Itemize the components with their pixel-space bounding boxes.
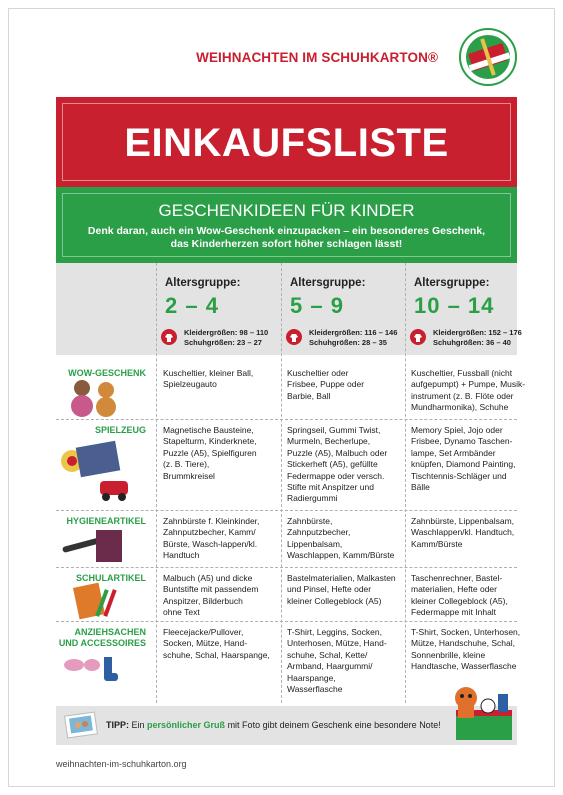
teddy-bears-icon [64,378,124,423]
item-line: Brummkreisel [163,470,215,481]
item-line: schuhe, Schal, Haarspange, [163,649,270,660]
table-row [56,623,521,703]
item-line: instrument (z. B. Flöte oder [411,390,514,401]
item-line: Frisbee, Dynamo Taschen- [411,436,513,447]
item-line: Anspitzer, Bilderbuch [163,595,243,606]
shoe-sizes: Schuhgrößen: 28 – 35 [309,338,387,347]
item-line: und Pinsel, Hefte oder [287,584,372,595]
intro-line-1: Denk daran, auch ein Wow-Geschenk einzupacken – ein besonderes Geschenk, [87,225,486,237]
item-line: Zahnbürste f. Kleinkinder, [163,516,260,526]
table-row [56,512,517,567]
item-line: Armband, Haargummi/ [287,661,373,672]
item-cell [163,516,259,562]
item-cell [287,627,387,695]
item-line: Malbuch (A5) und dicke [163,573,253,583]
item-cell [163,573,258,619]
item-cell [287,516,394,562]
item-line: Puzzle (A5), Spielfiguren [163,447,257,458]
column-divider [405,263,406,703]
row-divider [56,419,517,420]
item-line: Sonnenbrille, kleine [411,649,486,660]
item-line: lampe, Set Armbänder [411,447,496,458]
subtitle-banner [56,187,517,263]
size-badge-icon [285,328,303,346]
brand-header [9,9,556,99]
tip-box [56,706,517,745]
school-supplies-icon [70,581,126,626]
brand-name: WEIHNACHTEN IM SCHUHKARTON® [196,50,438,65]
clothing-sizes: Kleidergrößen: 116 – 146 [309,328,398,337]
item-line: Bürste, Wasch-lappen/kl. [163,538,258,549]
item-line: Waschlappen, Kamm/Bürste [287,550,395,561]
age-group-header [56,263,522,355]
table-row [56,421,517,510]
category-label: HYGIENEARTIKEL [66,516,146,526]
item-line: Federmappe mit Inhalt [411,607,497,618]
item-line: Zahnbürste, Lippenbalsam, [411,516,515,526]
age-group-range: 10 – 14 [414,293,495,318]
item-line: Memory Spiel, Jojo oder [411,425,503,435]
wow-highlight: Wow-Geschenk [196,225,275,237]
item-line: knüpfen, Diamond Painting, [411,459,516,470]
table-row [56,569,517,621]
item-line: T-Shirt, Socken, Unterhosen, [411,627,521,637]
item-line: Radiergummi [287,493,338,504]
item-line: Stifte mit Anspitzer und [287,482,374,493]
item-line: Lippenbalsam, [287,538,343,549]
item-line: Socken, Mütze, Hand- [163,638,248,649]
page [8,8,555,787]
clothing-sizes: Kleidergrößen: 98 – 110 [184,328,269,337]
item-cell [411,425,515,493]
item-line: schuhe, Schal, Kette/ [287,649,368,660]
item-cell [411,516,514,550]
age-group-label: Altersgruppe: [165,277,241,289]
item-line: Zahnputzbecher, Kamm/ [163,527,256,538]
page-subtitle: GESCHENKIDEEN FÜR KINDER [158,201,415,220]
toys-icon [58,439,136,514]
item-cell [411,627,520,673]
item-line: Mütze, Handschuhe, Schal, [411,638,515,649]
page-title: EINKAUFSLISTE [124,121,449,165]
age-group-range: 5 – 9 [290,293,344,318]
category-label: WOW-GESCHENK [68,368,146,378]
item-line: (z. B. Tiere), [163,459,210,470]
item-cell [287,573,396,607]
item-line: Kuscheltier, kleiner Ball, [163,368,254,378]
age-group-sizes [433,328,522,348]
item-line: Kuscheltier, Fussball (nicht [411,368,513,378]
shoe-sizes: Schuhgrößen: 23 – 27 [184,338,262,347]
clothing-sizes: Kleidergrößen: 152 – 176 [433,328,522,337]
item-line: Zahnputzbecher, [287,527,351,538]
item-cell [411,573,508,619]
item-cell [163,425,257,482]
item-line: kleiner Collegeblock (A5), [411,595,508,606]
item-line: Springseil, Gummi Twist, [287,425,381,435]
age-group-range: 2 – 4 [165,293,219,318]
item-line: Magnetische Bausteine, [163,425,254,435]
item-line: aufgepumpt) + Pumpe, Musik- [411,379,526,390]
item-line: Murmeln, Becherlupe, [287,436,371,447]
item-cell [163,368,253,391]
item-line: Frisbee, Puppe oder [287,379,365,390]
age-group-label: Altersgruppe: [290,277,366,289]
item-line: Handtasche, Wasserflasche [411,661,517,672]
item-line: Zahnbürste, [287,516,333,526]
photo-card-icon [64,710,100,740]
item-line: Tischtennis-Schläger und [411,470,507,481]
item-line: Wasserflasche [287,684,343,695]
item-line: Buntstifte mit passendem [163,584,259,595]
row-divider [56,621,517,622]
title-banner [56,97,517,187]
item-line: Stickerheft (A5), gefüllte [287,459,378,470]
item-line: Bastelmaterialien, Malkasten [287,573,396,583]
item-cell [287,368,364,402]
age-group-label: Altersgruppe: [414,277,490,289]
item-line: Waschlappen/kl. Handtuch, [411,527,515,538]
item-line: Puzzle (A5), Malbuch oder [287,447,388,458]
clothing-icon [60,653,122,692]
item-line: Unterhosen, Mütze, Hand- [287,638,387,649]
item-line: Barbie, Ball [287,390,331,401]
item-line: ohne Text [163,607,200,618]
item-cell [287,425,387,505]
age-group-sizes [184,328,268,348]
item-line: Kuscheltier oder [287,368,349,378]
column-divider [156,263,157,703]
item-line: Fleecejacke/Pullover, [163,627,244,637]
item-cell [411,368,525,414]
item-line: Handtuch [163,550,200,561]
item-line: Spielzeugauto [163,379,217,390]
category-label: SCHULARTIKEL [76,573,146,583]
tip-text: TIPP: Ein persönlicher Gruß mit Foto gibt deinem Geschenk eine besondere Note! [106,720,441,730]
category-label: SPIELZEUG [94,425,146,435]
age-group-sizes [309,328,397,348]
item-line: kleiner Collegeblock (A5) [287,595,382,606]
column-divider [281,263,282,703]
hygiene-icon [60,526,126,571]
item-cell [163,627,270,661]
item-line: materialien, Hefte oder [411,584,497,595]
row-divider [56,567,517,568]
row-divider [56,510,517,511]
table-row [56,364,526,419]
size-badge-icon [160,328,178,346]
item-line: Federmappe oder versch. [287,470,385,481]
size-badge-icon [409,328,427,346]
item-line: Bälle [411,482,430,493]
intro-line-2: das Kinderherzen sofort höher schlagen lässt! [170,238,403,250]
item-line: Mundharmonika), Schuhe [411,402,509,413]
samaritans-purse-logo-icon [457,26,519,88]
item-line: Kamm/Bürste [411,538,463,549]
age-group-3 [405,263,522,355]
item-line: T-Shirt, Leggins, Socken, [287,627,382,637]
category-label: ANZIEHSACHEN UND ACCESSOIRES [58,627,146,648]
item-line: Haarspange, [287,672,336,683]
age-group-1 [156,263,277,355]
footer-url: weihnachten-im-schuhkarton.org [56,759,187,769]
item-line: Stapelturm, Kinderknete, [163,436,257,447]
age-group-2 [281,263,401,355]
item-line: Taschenrechner, Bastel- [411,573,503,583]
shoe-sizes: Schuhgrößen: 36 – 40 [433,338,511,347]
